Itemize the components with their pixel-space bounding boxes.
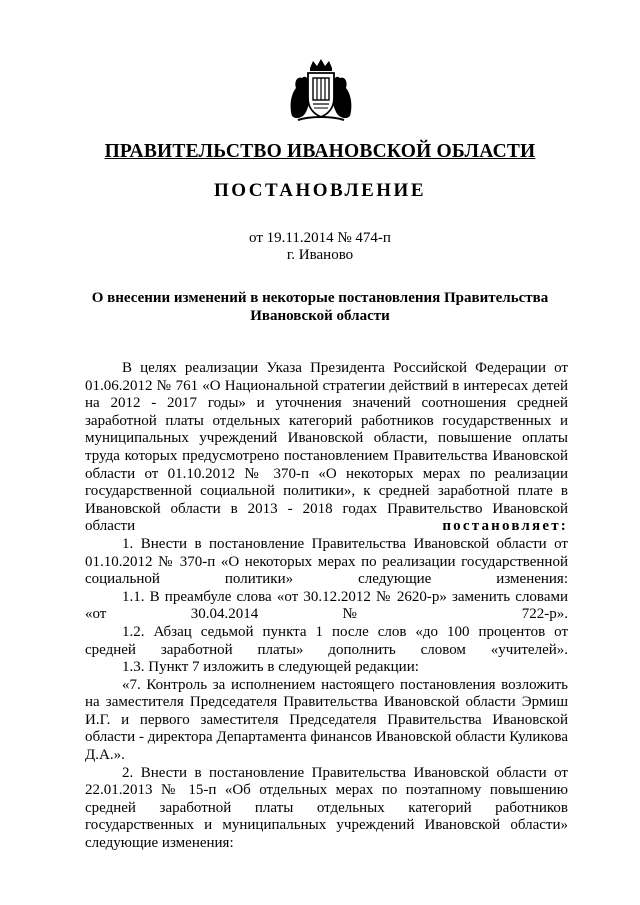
paragraph-preamble bbox=[85, 360, 568, 536]
resolves-keyword: постановляет: bbox=[442, 518, 568, 535]
paragraph-item-2: 2. Внести в постановление Правительства Ивановской области от 22.01.2013 № 15-п «Об отдельных мерах по поэтапному повышению средней заработной платы отдельных категорий работников государственных и муниципальных учреждений Ивановской области» следующие изменения: bbox=[85, 764, 568, 852]
date-and-number: от 19.11.2014 № 474-п bbox=[249, 230, 391, 246]
document-type-title: ПОСТАНОВЛЕНИЕ bbox=[213, 180, 427, 201]
subject-line-1: О внесении изменений в некоторые постановления Правительства bbox=[91, 290, 549, 306]
preamble-text: В целях реализации Указа Президента Российской Федерации от 01.06.2012 № 761 «О Национальной стратегии действий в интересах детей на 2012 - 2017 годы» и уточнения значений соотношения средней заработной платы отдельных категорий работников государственных и муниципальных учреждений Ивановской области, повышение оплаты труда которых предусмотрено постановлением Правительства Ивановской области от 01.10.2012 № 370-п «О некоторых мерах по реализации государственной социальной политики», к средней заработной плате в Ивановской области в 2013 - 2018 годах Правительство Ивановской области bbox=[85, 360, 568, 535]
document-body bbox=[85, 360, 568, 853]
coat-of-arms-icon bbox=[286, 58, 356, 124]
document-subject bbox=[70, 289, 570, 325]
date-number-block bbox=[0, 230, 640, 264]
subject-line-2: Ивановской области bbox=[250, 308, 390, 324]
paragraph-item-1: 1. Внести в постановление Правительства Ивановской области от 01.10.2012 № 370-п «О некоторых мерах по реализации государственной социальной политики» следующие изменения: bbox=[85, 535, 568, 588]
paragraph-item-1-1: 1.1. В преамбуле слова «от 30.12.2012 № 2620-р» заменить словами «от 30.04.2014 № 722-р». bbox=[85, 588, 568, 623]
paragraph-item-1-2: 1.2. Абзац седьмой пункта 1 после слов «до 100 процентов от средней заработной платы» дополнить словом «учителей». bbox=[85, 623, 568, 658]
paragraph-item-1-3: 1.3. Пункт 7 изложить в следующей редакции: bbox=[122, 659, 419, 676]
paragraph-item-7-quote: «7. Контроль за исполнением настоящего постановления возложить на заместителя Председателя Правительства Ивановской области Эрмиш И.Г. и первого заместителя Председателя Правительства Ивановской области - директора Департамента финансов Ивановской области Куликова Д.А.». bbox=[85, 676, 568, 764]
organization-title: ПРАВИТЕЛЬСТВО ИВАНОВСКОЙ ОБЛАСТИ bbox=[104, 141, 536, 162]
city: г. Иваново bbox=[286, 247, 354, 263]
